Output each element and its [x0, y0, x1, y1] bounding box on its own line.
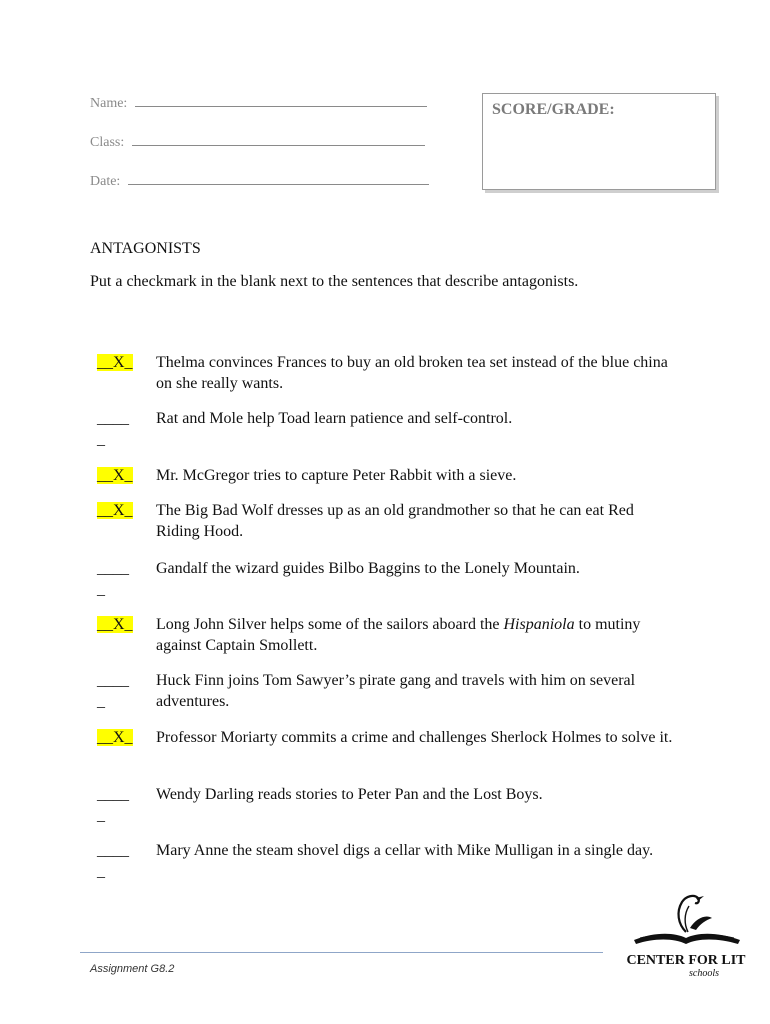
swan-book-icon: [626, 888, 746, 980]
logo-text: CENTER FOR LIT: [626, 953, 746, 968]
answer-blank: ____ _: [97, 672, 129, 710]
item-text: Rat and Mole help Toad learn patience and self-control.: [156, 410, 513, 427]
answer-blank: ____ _: [97, 842, 129, 880]
page-title: ANTAGONISTS: [90, 240, 201, 257]
date-field: [90, 172, 429, 190]
center-for-lit-logo: [626, 888, 746, 980]
item-text: Mr. McGregor tries to capture Peter Rabbit with a sieve.: [156, 467, 517, 484]
name-line: [135, 94, 427, 107]
item-text: The Big Bad Wolf dresses up as an old grandmother so that he can eat Red Riding Hood.: [156, 502, 634, 540]
instruction-text: Put a checkmark in the blank next to the sentences that describe antagonists.: [90, 273, 579, 290]
item-text: Long John Silver helps some of the sailors aboard the Hispaniola to mutiny against Captain Smollett.: [156, 616, 641, 654]
answer-blank: __X_: [97, 616, 133, 633]
class-field: [90, 133, 425, 151]
item-text: Thelma convinces Frances to buy an old broken tea set instead of the blue china on she really wants.: [156, 354, 668, 392]
item-text: Professor Moriarty commits a crime and challenges Sherlock Holmes to solve it.: [156, 729, 673, 746]
logo-subtext: schools: [689, 968, 719, 979]
answer-blank: __X_: [97, 467, 133, 484]
answer-blank: __X_: [97, 502, 133, 519]
class-label: Class:: [90, 135, 125, 150]
item-text: Huck Finn joins Tom Sawyer’s pirate gang and travels with him on several adventures.: [156, 672, 636, 710]
item-text: Wendy Darling reads stories to Peter Pan and the Lost Boys.: [156, 786, 543, 803]
item-text: Gandalf the wizard guides Bilbo Baggins to the Lonely Mountain.: [156, 560, 580, 577]
answer-blank: ____ _: [97, 560, 129, 598]
answer-blank: ____ _: [97, 410, 129, 448]
answer-blank: ____ _: [97, 786, 129, 824]
name-field: [90, 94, 427, 112]
date-line: [128, 172, 429, 185]
date-label: Date:: [90, 174, 121, 189]
item-text: Mary Anne the steam shovel digs a cellar with Mike Mulligan in a single day.: [156, 842, 654, 859]
name-label: Name:: [90, 96, 128, 111]
answer-blank: __X_: [97, 729, 133, 746]
score-grade-box: [482, 93, 716, 190]
score-grade-label: SCORE/GRADE:: [492, 101, 615, 118]
answer-blank: __X_: [97, 354, 133, 371]
class-line: [132, 133, 425, 146]
footer-divider: [80, 952, 603, 953]
assignment-label: Assignment G8.2: [90, 963, 175, 975]
